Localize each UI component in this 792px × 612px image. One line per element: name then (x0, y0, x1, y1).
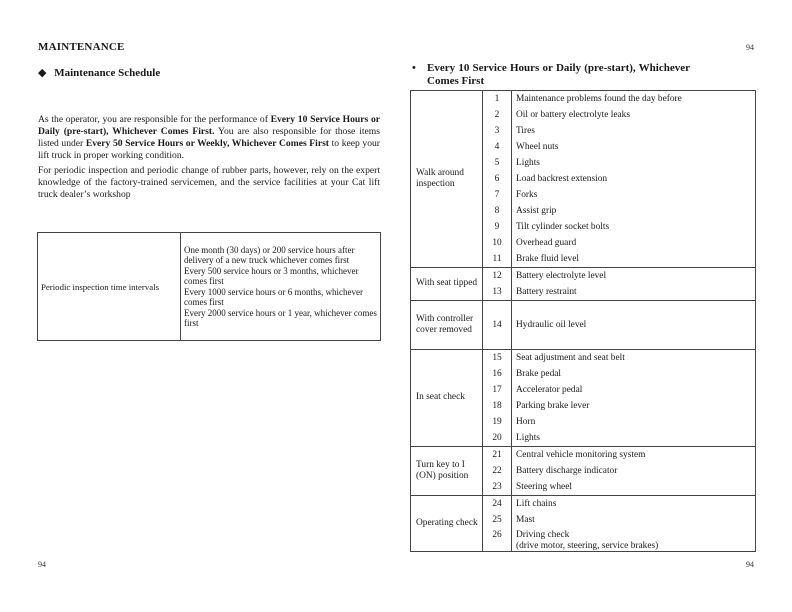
schedule-item-cell (512, 301, 756, 350)
schedule-item-cell (512, 447, 756, 496)
schedule-item-cell (512, 268, 756, 301)
item-text: Wheel nuts (516, 142, 559, 152)
schedule-number-cell (483, 350, 512, 447)
item-number: 1 (494, 94, 500, 104)
item-text: Maintenance problems found the day before (516, 94, 682, 104)
para-text: As the operator, you are responsible for the performance of (38, 114, 271, 125)
para-text: You are also responsible for those items listed under (38, 126, 380, 149)
item-text: Hydraulic oil level (516, 320, 587, 330)
page-number-top: 94 (746, 43, 754, 52)
item-number: 21 (492, 450, 502, 460)
item-text: Mast (516, 515, 535, 525)
schedule-category: With seat tipped (411, 268, 483, 301)
subheading (38, 66, 160, 79)
schedule-item-cell (512, 350, 756, 447)
item-number: 19 (492, 417, 502, 427)
item-number: 26 (492, 530, 502, 540)
item-number: 18 (492, 401, 502, 411)
item-text: Seat adjustment and seat belt (516, 353, 625, 363)
intervals-table (37, 232, 381, 341)
subheading-text: Maintenance Schedule (54, 67, 161, 79)
schedule-group-row (411, 496, 756, 552)
item-number: 10 (492, 238, 502, 248)
item-number: 25 (492, 515, 502, 525)
intervals-options (181, 233, 381, 341)
item-number: 5 (494, 158, 500, 168)
item-text: Parking brake lever (516, 401, 590, 411)
item-number: 20 (492, 433, 502, 443)
item-number: 8 (494, 206, 500, 216)
bullet-icon: • (412, 62, 416, 74)
schedule-number-cell (483, 447, 512, 496)
item-number: 22 (492, 466, 502, 476)
item-text: Horn (516, 417, 536, 427)
item-number: 15 (492, 353, 502, 363)
schedule-group-row (411, 268, 756, 301)
item-text: Forks (516, 190, 538, 200)
item-text: Steering wheel (516, 482, 572, 492)
item-number: 12 (492, 271, 502, 281)
item-text: Driving check (drive motor, steering, service brakes) (516, 530, 659, 551)
page-number-left: 94 (38, 560, 46, 569)
item-text: Load backrest extension (516, 174, 608, 184)
page-number-bottom: 94 (746, 560, 754, 569)
para-bold: Every 10 Service Hours or Daily (pre-start), Whichever Comes First. (38, 114, 380, 137)
schedule-number-cell (483, 301, 512, 350)
item-number: 4 (494, 142, 500, 152)
para-text: to keep your lift truck in proper working condition. (38, 138, 380, 161)
item-number: 16 (492, 369, 502, 379)
item-number: 2 (494, 110, 500, 120)
item-number: 11 (492, 254, 502, 264)
item-number: 3 (494, 126, 500, 136)
item-number: 13 (492, 287, 502, 297)
schedule-category: With controller cover removed (411, 301, 483, 350)
item-number: 7 (494, 190, 500, 200)
item-text: Battery discharge indicator (516, 466, 618, 476)
interval-option: Every 1000 service hours or 6 months, whichever comes first (184, 287, 363, 307)
item-number: 9 (494, 222, 500, 232)
item-text: Battery restraint (516, 287, 577, 297)
schedule-category: Walk around inspection (411, 91, 483, 268)
item-text: Brake fluid level (516, 254, 579, 264)
schedule-table (410, 90, 756, 552)
item-number: 14 (492, 320, 502, 330)
item-text: Tilt cylinder socket bolts (516, 222, 610, 232)
schedule-category: In seat check (411, 350, 483, 447)
schedule-group-row (411, 447, 756, 496)
diamond-icon: ◆ (38, 67, 47, 79)
schedule-group-row (411, 91, 756, 268)
schedule-number-cell (483, 268, 512, 301)
item-number: 24 (492, 499, 502, 509)
schedule-number-cell (483, 496, 512, 552)
item-text: Assist grip (516, 206, 557, 216)
item-text: Tires (516, 126, 535, 136)
item-number: 6 (494, 174, 500, 184)
schedule-number-cell (483, 91, 512, 268)
intro-paragraph (38, 114, 380, 162)
service-paragraph: For periodic inspection and periodic change of rubber parts, however, rely on the expert knowledge of the factory-trained servicemen, and the service facilities at your Cat lift truck dealer’s workshop (38, 165, 380, 200)
interval-option: Every 2000 service hours or 1 year, whichever comes first (184, 308, 377, 328)
item-text: Accelerator pedal (516, 385, 583, 395)
item-text: Battery electrolyte level (516, 271, 607, 281)
intervals-label: Periodic inspection time intervals (38, 233, 181, 341)
item-text: Brake pedal (516, 369, 562, 379)
schedule-item-cell (512, 496, 756, 552)
item-text: Lights (516, 433, 540, 443)
schedule-heading-text: Every 10 Service Hours or Daily (pre-start), Whichever Comes First (427, 62, 690, 87)
schedule-group-row (411, 301, 756, 350)
item-number: 23 (492, 482, 502, 492)
item-text: Lights (516, 158, 540, 168)
interval-option: Every 500 service hours or 3 months, whichever comes first (184, 266, 359, 286)
schedule-item-cell (512, 91, 756, 268)
item-number: 17 (492, 385, 502, 395)
schedule-group-row (411, 350, 756, 447)
item-text: Central vehicle monitoring system (516, 450, 646, 460)
schedule-heading (412, 62, 690, 88)
item-text: Overhead guard (516, 238, 577, 248)
item-text: Lift chains (516, 499, 557, 509)
schedule-category: Turn key to I (ON) position (411, 447, 483, 496)
item-text: Oil or battery electrolyte leaks (516, 110, 631, 120)
schedule-category: Operating check (411, 496, 483, 552)
para-bold: Every 50 Service Hours or Weekly, Whichever Comes First (85, 138, 330, 149)
section-title: MAINTENANCE (38, 41, 125, 53)
interval-option: One month (30 days) or 200 service hours after delivery of a new truck whichever comes first (184, 245, 355, 265)
